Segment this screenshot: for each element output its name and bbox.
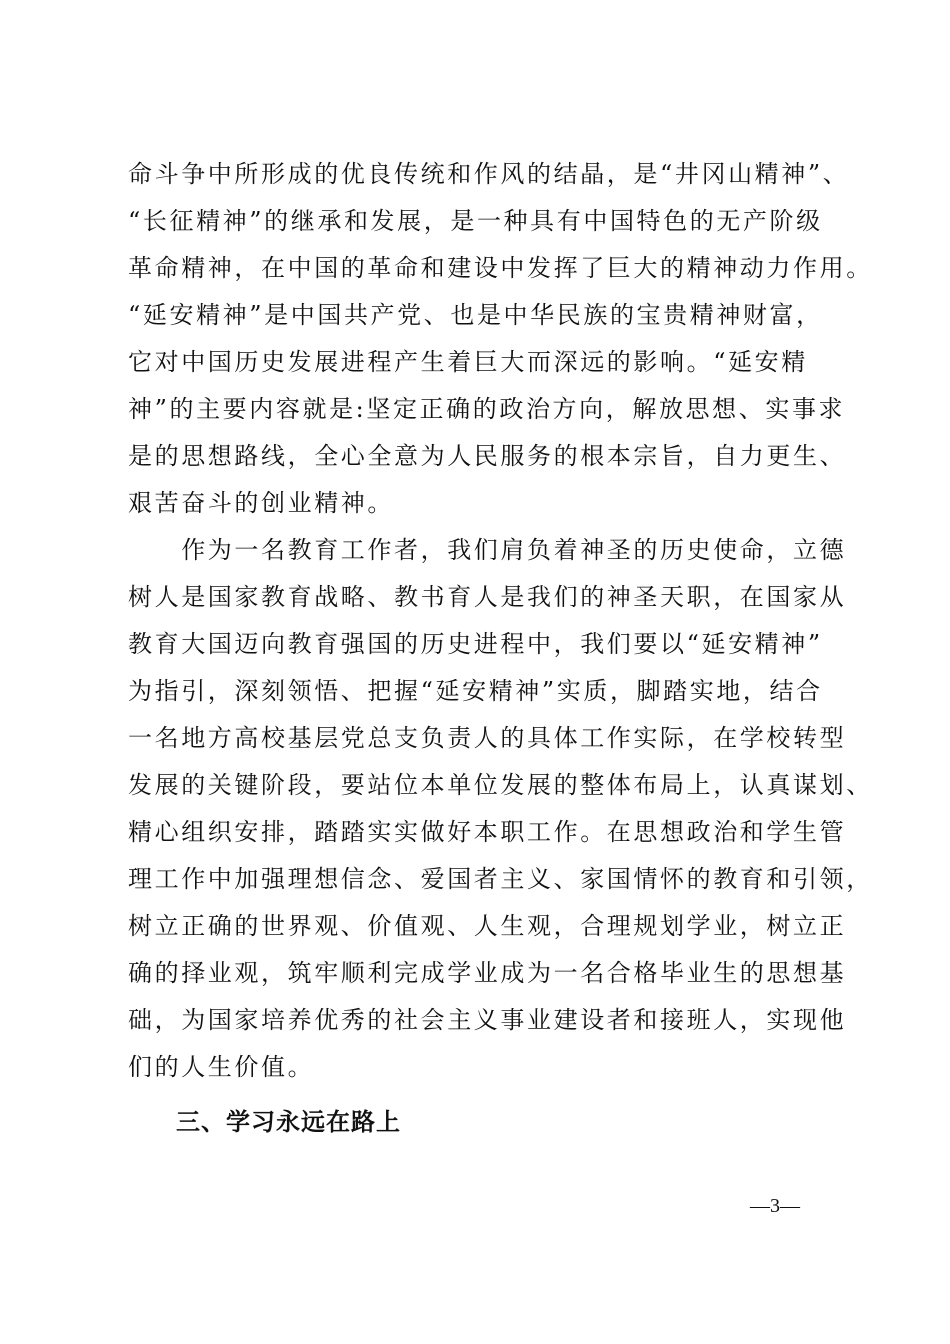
- text-line: 树人是国家教育战略、教书育人是我们的神圣天职，在国家从: [128, 583, 847, 611]
- text-line: 它对中国历史发展进程产生着巨大而深远的影响。“延安精: [128, 348, 808, 376]
- text-line: 为指引，深刻领悟、把握“延安精神”实质，脚踏实地，结合: [128, 677, 823, 705]
- text-line: 树立正确的世界观、价值观、人生观，合理规划学业，树立正: [128, 912, 847, 940]
- text-line: 艰苦奋斗的创业精神。: [128, 489, 394, 517]
- text-line: 发展的关键阶段，要站位本单位发展的整体布局上，认真谋划、: [128, 771, 873, 799]
- text-line: 革命精神，在中国的革命和建设中发挥了巨大的精神动力作用。: [128, 254, 873, 282]
- text-line: 精心组织安排，踏踏实实做好本职工作。在思想政治和学生管: [128, 818, 847, 846]
- text-line: 神”的主要内容就是:坚定正确的政治方向，解放思想、实事求: [128, 395, 846, 423]
- text-line: 是的思想路线，全心全意为人民服务的根本宗旨，自力更生、: [128, 442, 847, 470]
- text-line: 们的人生价值。: [128, 1053, 315, 1081]
- text-line: 命斗争中所形成的优良传统和作风的结晶，是“井冈山精神”、: [128, 160, 850, 188]
- section-heading: 三、学习永远在路上: [176, 1108, 401, 1136]
- text-line: “长征精神”的继承和发展，是一种具有中国特色的无产阶级: [128, 207, 823, 235]
- text-line: 作为一名教育工作者，我们肩负着神圣的历史使命，立德: [128, 536, 847, 564]
- page-number: —3—: [750, 1195, 800, 1217]
- text-line: 一名地方高校基层党总支负责人的具体工作实际，在学校转型: [128, 724, 847, 752]
- text-line: 础，为国家培养优秀的社会主义事业建设者和接班人，实现他: [128, 1006, 847, 1034]
- text-line: “延安精神”是中国共产党、也是中华民族的宝贵精神财富，: [128, 301, 823, 329]
- text-line: 教育大国迈向教育强国的历史进程中，我们要以“延安精神”: [128, 630, 823, 658]
- text-line: 确的择业观，筑牢顺利完成学业成为一名合格毕业生的思想基: [128, 959, 847, 987]
- text-line: 理工作中加强理想信念、爱国者主义、家国情怀的教育和引领，: [128, 865, 873, 893]
